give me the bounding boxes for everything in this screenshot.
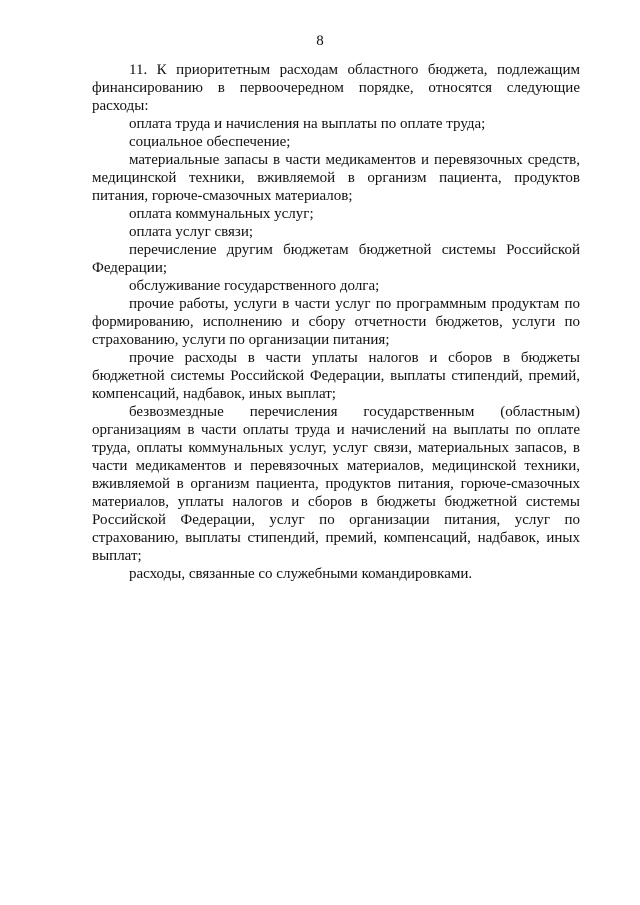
- list-item-transfers: перечисление другим бюджетам бюджетной системы Российской Федерации;: [92, 242, 580, 276]
- list-item-communications: оплата услуг связи;: [129, 224, 254, 240]
- list-item-other-works: прочие работы, услуги в части услуг по программным продуктам по формированию, исполнению и сбору отчетности бюджетов, услуги по страхованию, услуги по организации питания;: [92, 296, 580, 348]
- list-item-social-security: социальное обеспечение;: [129, 134, 291, 150]
- list-item-wages: оплата труда и начисления на выплаты по оплате труда;: [129, 116, 486, 132]
- page-number: 8: [316, 33, 324, 49]
- document-body: [92, 61, 580, 583]
- list-item-utilities: оплата коммунальных услуг;: [129, 206, 314, 222]
- list-item-gratuitous-transfers: безвозмездные перечисления государственным (областным) организациям в части оплаты труда и начислений на выплаты по оплате труда, оплаты коммунальных услуг, услуг связи, материальных запасов, в части медикаментов и перевязочных материалов, медицинской техники, вживляемой в организм пациента, продуктов питания, горюче-смазочных материалов, уплаты налогов и сборов в бюджеты бюджетной системы Российской Федерации, услуг по организации питания, услуг по страхованию, выплаты стипендий, премий, компенсаций, надбавок, иных выплат;: [92, 404, 580, 564]
- list-item-material-stocks: материальные запасы в части медикаментов и перевязочных средств, медицинской техники, вживляемой в организм пациента, продуктов питания, горюче-смазочных материалов;: [92, 152, 580, 204]
- list-item-debt-service: обслуживание государственного долга;: [129, 278, 380, 294]
- paragraph-intro: 11. К приоритетным расходам областного бюджета, подлежащим финансированию в первоочередном порядке, относятся следующие расходы:: [92, 62, 580, 114]
- list-item-business-trips: расходы, связанные со служебными командировками.: [129, 566, 473, 582]
- list-item-other-expenses: прочие расходы в части уплаты налогов и сборов в бюджеты бюджетной системы Российской Федерации, выплаты стипендий, премий, компенсаций, надбавок, иных выплат;: [92, 350, 580, 402]
